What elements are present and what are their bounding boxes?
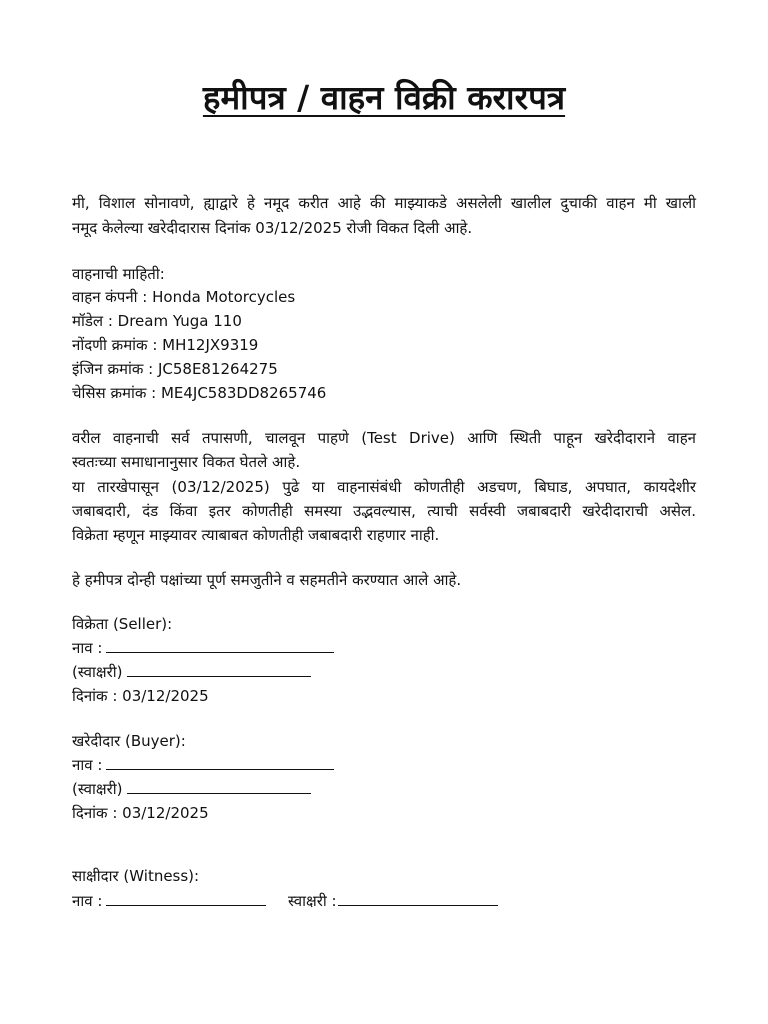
buyer-name-row xyxy=(72,755,334,775)
seller-signature-label: (स्वाक्षरी) xyxy=(72,663,123,681)
witness-row xyxy=(72,891,498,911)
consent-line: हे हमीपत्र दोन्ही पक्षांच्या पूर्ण समजुतीने व सहमतीने करण्यात आले आहे. xyxy=(72,571,462,589)
body-line-4: जबाबदारी, दंड किंवा इतर कोणतीही समस्या उद्भवल्यास, त्याची सर्वस्वी जबाबदारी खरेदीदाराची असेल. xyxy=(72,502,696,520)
buyer-name-blank[interactable] xyxy=(106,768,334,770)
buyer-signature-row xyxy=(72,779,311,799)
body-line-3: या तारखेपासून (03/12/2025) पुढे या वाहनासंबंधी कोणतीही अडचण, बिघाड, अपघात, कायदेशीर xyxy=(72,478,696,496)
buyer-signature-blank[interactable] xyxy=(127,792,311,794)
seller-name-blank[interactable] xyxy=(106,651,334,653)
vehicle-company: वाहन कंपनी : Honda Motorcycles xyxy=(72,288,296,306)
buyer-date: दिनांक : 03/12/2025 xyxy=(72,804,209,822)
witness-heading: साक्षीदार (Witness): xyxy=(72,867,200,885)
vehicle-engine: इंजिन क्रमांक : JC58E81264275 xyxy=(72,360,278,378)
witness-signature-label: स्वाक्षरी : xyxy=(287,892,337,910)
vehicle-registration: नोंदणी क्रमांक : MH12JX9319 xyxy=(72,336,259,354)
body-line-5: विक्रेता म्हणून माझ्यावर त्याबाबत कोणतीही जबाबदारी राहणार नाही. xyxy=(72,526,440,544)
seller-name-row xyxy=(72,638,334,658)
witness-signature-blank[interactable] xyxy=(338,904,498,906)
witness-name-blank[interactable] xyxy=(106,904,266,906)
buyer-name-label: नाव : xyxy=(72,756,103,774)
document-title: हमीपत्र / वाहन विक्री करारपत्र xyxy=(202,78,566,117)
intro-line-1: मी, विशाल सोनावणे, ह्याद्वारे हे नमूद करीत आहे की माझ्याकडे असलेली खालील दुचाकी वाहन मी खाली xyxy=(72,194,696,212)
vehicle-model: मॉडेल : Dream Yuga 110 xyxy=(72,312,242,330)
witness-name-label: नाव : xyxy=(72,892,103,910)
vehicle-chassis: चेसिस क्रमांक : ME4JC583DD8265746 xyxy=(72,384,327,402)
body-line-1: वरील वाहनाची सर्व तपासणी, चालवून पाहणे (Test Drive) आणि स्थिती पाहून खरेदीदाराने वाहन xyxy=(72,429,696,447)
seller-name-label: नाव : xyxy=(72,639,103,657)
body-line-2: स्वतःच्या समाधानानुसार विकत घेतले आहे. xyxy=(72,453,301,471)
seller-signature-row xyxy=(72,662,311,682)
vehicle-heading: वाहनाची माहिती: xyxy=(72,265,165,283)
seller-date: दिनांक : 03/12/2025 xyxy=(72,687,209,705)
buyer-signature-label: (स्वाक्षरी) xyxy=(72,780,123,798)
intro-line-2: नमूद केलेल्या खरेदीदारास दिनांक 03/12/2025 रोजी विकत दिली आहे. xyxy=(72,219,473,237)
seller-heading: विक्रेता (Seller): xyxy=(72,615,173,633)
buyer-heading: खरेदीदार (Buyer): xyxy=(72,732,186,750)
seller-signature-blank[interactable] xyxy=(127,675,311,677)
